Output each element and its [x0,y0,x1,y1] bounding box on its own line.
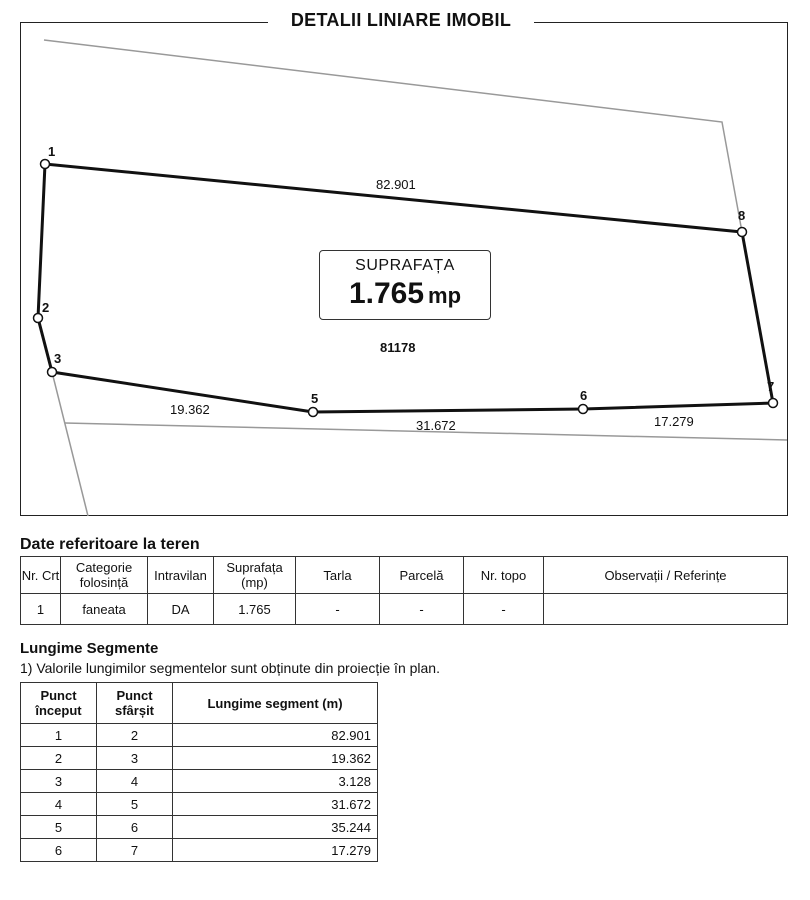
table-cell: 4 [21,793,97,816]
table-cell: 3.128 [173,770,378,793]
table-cell: 2 [21,747,97,770]
table-cell: 4 [97,770,173,793]
segment-length-label: 82.901 [376,177,416,192]
table-cell: 3 [21,770,97,793]
column-header: Punct sfârșit [97,683,173,724]
column-header: Tarla [296,557,380,594]
segments-section-title: Lungime Segmente [20,640,159,657]
vertex-label: 8 [738,208,746,223]
column-header: Intravilan [148,557,214,594]
plan-title: DETALII LINIARE IMOBIL [268,10,534,31]
area-value-line [320,277,490,311]
table-cell: 35.244 [173,816,378,839]
table-header-row [21,557,788,594]
table-cell: 1.765 [214,594,296,625]
area-label: SUPRAFAȚA [355,257,455,274]
vertex-3 [48,368,57,377]
segments-note: 1) Valorile lungimilor segmentelor sunt obținute din proiecție în plan. [20,660,440,676]
column-header: Suprafața (mp) [214,557,296,594]
table-row [21,839,378,862]
table-cell: 17.279 [173,839,378,862]
table-cell: 5 [97,793,173,816]
vertex-label: 1 [48,144,56,159]
table-row [21,724,378,747]
vertex-7 [769,399,778,408]
segment-length-label: 17.279 [654,414,694,429]
vertex-8 [738,228,747,237]
table-cell: 1 [21,724,97,747]
column-header: Nr. topo [464,557,544,594]
table-cell: 3 [97,747,173,770]
vertex-5 [309,408,318,417]
area-value: 1.765 [348,277,425,310]
table-cell: - [296,594,380,625]
area-box [319,250,491,320]
table-cell: 82.901 [173,724,378,747]
land-section-title: Date referitoare la teren [20,536,200,553]
table-row [21,793,378,816]
table-cell [544,594,788,625]
table-cell: 6 [97,816,173,839]
vertex-1 [41,160,50,169]
column-header: Lungime segment (m) [173,683,378,724]
table-cell: DA [148,594,214,625]
column-header: Punct început [21,683,97,724]
vertex-label: 5 [311,391,319,406]
table-cell: faneata [61,594,148,625]
vertex-label: 2 [42,300,50,315]
vertex-label: 6 [580,388,588,403]
column-header: Parcelă [380,557,464,594]
land-data-table [20,556,788,625]
column-header: Nr. Crt [21,557,61,594]
neighbor-boundary-top [44,40,742,232]
neighbor-boundary-left [52,372,88,516]
area-unit: mp [428,283,462,308]
column-header: Observații / Referințe [544,557,788,594]
table-cell: 1 [21,594,61,625]
table-row [21,594,788,625]
parcel-id: 81178 [380,340,416,355]
table-cell: - [380,594,464,625]
table-cell: 6 [21,839,97,862]
table-cell: 5 [21,816,97,839]
table-row [21,770,378,793]
table-cell: 7 [97,839,173,862]
vertex-label: 3 [54,351,62,366]
table-header-row [21,683,378,724]
segments-table [20,682,378,862]
vertex-6 [579,405,588,414]
table-cell: - [464,594,544,625]
table-row [21,747,378,770]
segment-length-label: 19.362 [170,402,210,417]
table-cell: 19.362 [173,747,378,770]
column-header: Categorie folosință [61,557,148,594]
table-row [21,816,378,839]
table-cell: 31.672 [173,793,378,816]
vertex-label: 7 [767,379,775,394]
segment-length-label: 31.672 [416,418,456,433]
table-cell: 2 [97,724,173,747]
